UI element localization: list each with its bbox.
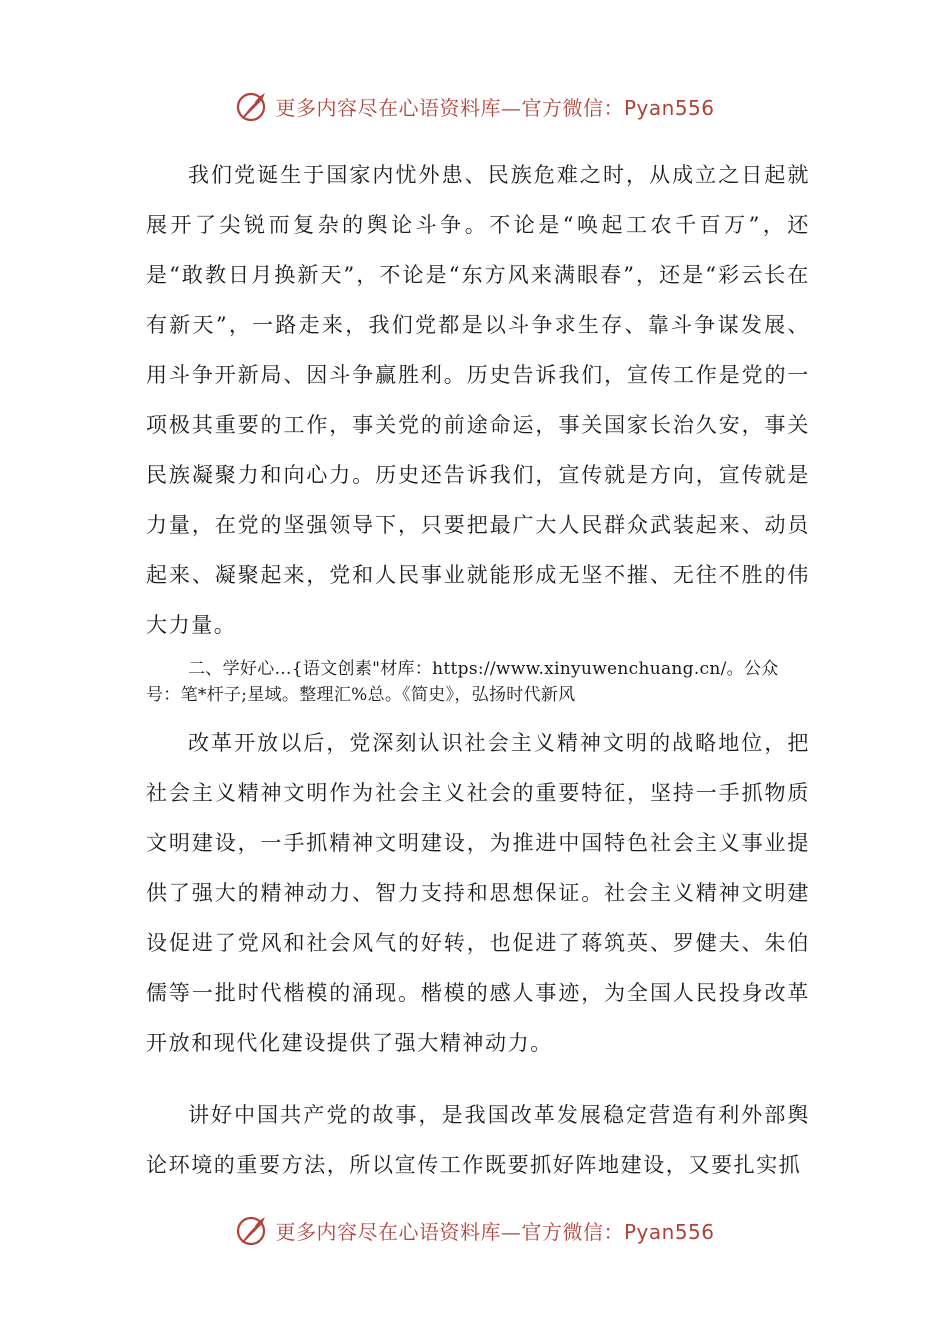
banner-text: 更多内容尽在心语资料库—官方微信：Pyan556 xyxy=(275,1219,715,1244)
document-body xyxy=(146,150,810,1212)
banner-text: 更多内容尽在心语资料库—官方微信：Pyan556 xyxy=(275,95,715,120)
quill-logo-icon xyxy=(235,1213,269,1247)
quill-logo-icon xyxy=(235,89,269,123)
section-heading: 二、学好心…{语文创素"材库：https://www.xinyuwenchuang.cn/。公众号：笔*杆子;星域。整理汇%总。《简史》，弘扬时代新风 xyxy=(146,659,779,705)
paragraph: 讲好中国共产党的故事，是我国改革发展稳定营造有利外部舆论环境的重要方法，所以宣传工作既要抓好阵地建设，又要扎实抓 xyxy=(146,1103,810,1177)
paragraph: 改革开放以后，党深刻认识社会主义精神文明的战略地位，把社会主义精神文明作为社会主义社会的重要特征，坚持一手抓物质文明建设，一手抓精神文明建设，为推进中国特色社会主义事业提供了强大的精神动力、智力支持和思想保证。社会主义精神文明建设促进了党风和社会风气的好转，也促进了蒋筑英、罗健夫、朱伯儒等一批时代楷模的涌现。楷模的感人事迹，为全国人民投身改革开放和现代化建设提供了强大精神动力。 xyxy=(146,731,810,1055)
page-footer-banner xyxy=(0,1210,950,1250)
paragraph: 我们党诞生于国家内忧外患、民族危难之时，从成立之日起就展开了尖锐而复杂的舆论斗争。不论是“唤起工农千百万”，还是“敢教日月换新天”，不论是“东方风来满眼春”，还是“彩云长在有新天”，一路走来，我们党都是以斗争求生存、靠斗争谋发展、用斗争开新局、因斗争赢胜利。历史告诉我们，宣传工作是党的一项极其重要的工作，事关党的前途命运，事关国家长治久安，事关民族凝聚力和向心力。历史还告诉我们，宣传就是方向，宣传就是力量，在党的坚强领导下，只要把最广大人民群众武装起来、动员起来、凝聚起来，党和人民事业就能形成无坚不摧、无往不胜的伟大力量。 xyxy=(146,163,810,637)
page-header-banner xyxy=(0,86,950,126)
